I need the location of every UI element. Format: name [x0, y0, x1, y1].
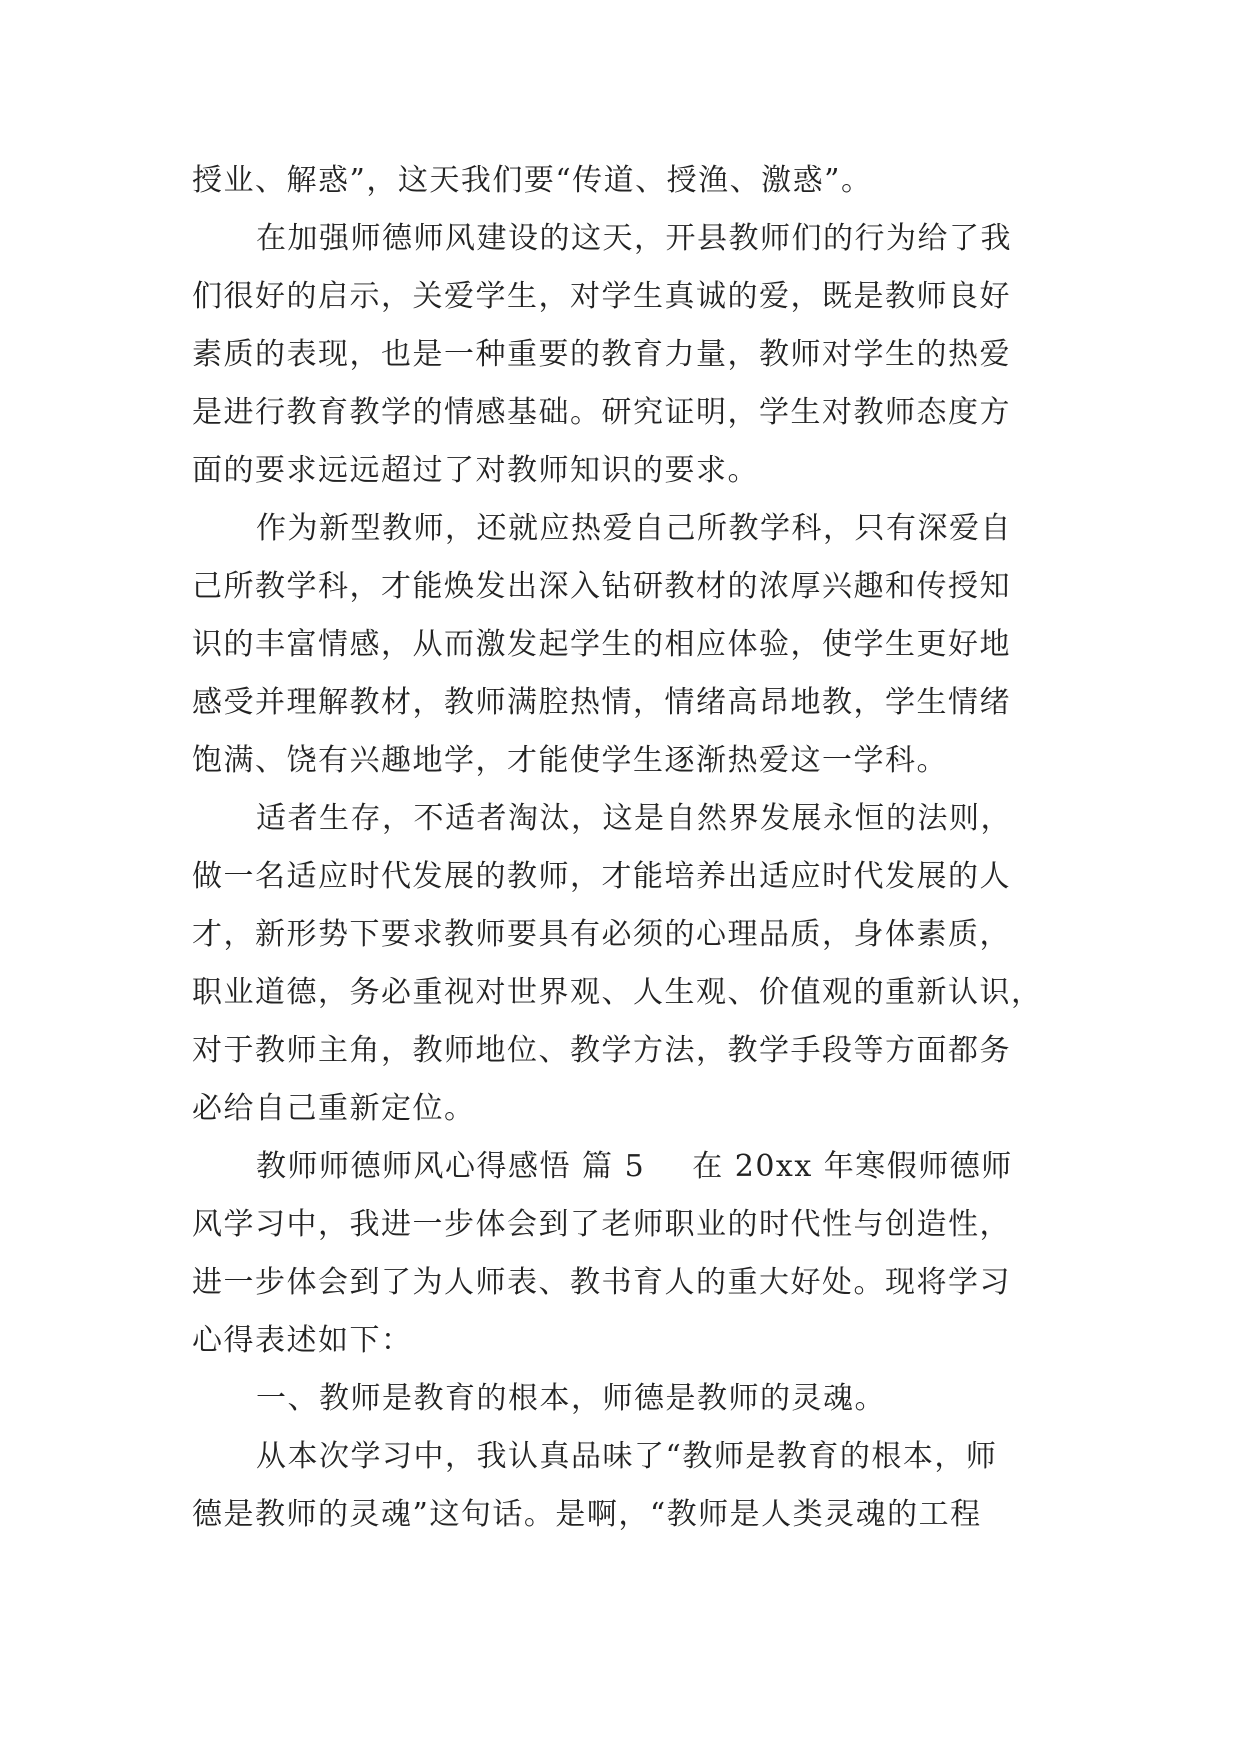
section-number: 篇 5 — [582, 1149, 646, 1184]
section-body-start: 在 20xx 年寒假师德师 — [692, 1149, 1013, 1184]
text-line: 素质的表现，也是一种重要的教育力量，教师对学生的热爱 — [192, 337, 1011, 372]
text-line: 授业、解惑”，这天我们要“传道、授渔、激惑”。 — [192, 163, 873, 198]
text-line: 是进行教育教学的情感基础。研究证明，学生对教师态度方 — [192, 395, 1011, 430]
section-title: 教师师德师风心得感悟 — [256, 1149, 571, 1184]
section-heading-line — [192, 1138, 1050, 1196]
text-line: 们很好的启示，关爱学生，对学生真诚的爱，既是教师良好 — [192, 279, 1011, 314]
text-line: 必给自己重新定位。 — [192, 1091, 476, 1126]
text-line: 面的要求远远超过了对教师知识的要求。 — [192, 453, 759, 488]
text-line: 感受并理解教材，教师满腔热情，情绪高昂地教，学生情绪 — [192, 685, 1011, 720]
document-body — [192, 152, 1050, 1544]
text-line: 风学习中，我进一步体会到了老师职业的时代性与创造性， — [192, 1207, 1011, 1242]
paragraph-start-line: 从本次学习中，我认真品味了“教师是教育的根本，师 — [256, 1439, 998, 1474]
text-line: 心得表述如下： — [192, 1323, 413, 1358]
text-line: 德是教师的灵魂”这句话。是啊，“教师是人类灵魂的工程 — [192, 1497, 982, 1532]
paragraph-start-line: 在加强师德师风建设的这天，开县教师们的行为给了我 — [256, 221, 1012, 256]
text-line: 己所教学科，才能焕发出深入钻研教材的浓厚兴趣和传授知 — [192, 569, 1011, 604]
text-line: 识的丰富情感，从而激发起学生的相应体验，使学生更好地 — [192, 627, 1011, 662]
text-line: 做一名适应时代发展的教师，才能培养出适应时代发展的人 — [192, 859, 1011, 894]
text-line: 对于教师主角，教师地位、教学方法，教学手段等方面都务 — [192, 1033, 1011, 1068]
subheading-line: 一、教师是教育的根本，师德是教师的灵魂。 — [256, 1381, 886, 1416]
text-line: 才，新形势下要求教师要具有必须的心理品质，身体素质， — [192, 917, 1011, 952]
paragraph-start-line: 作为新型教师，还就应热爱自己所教学科，只有深爱自 — [256, 511, 1012, 546]
text-line: 饱满、饶有兴趣地学，才能使学生逐渐热爱这一学科。 — [192, 743, 948, 778]
text-line: 职业道德，务必重视对世界观、人生观、价值观的重新认识， — [192, 975, 1043, 1010]
text-line: 进一步体会到了为人师表、教书育人的重大好处。现将学习 — [192, 1265, 1011, 1300]
paragraph-start-line: 适者生存，不适者淘汰，这是自然界发展永恒的法则， — [256, 801, 1012, 836]
